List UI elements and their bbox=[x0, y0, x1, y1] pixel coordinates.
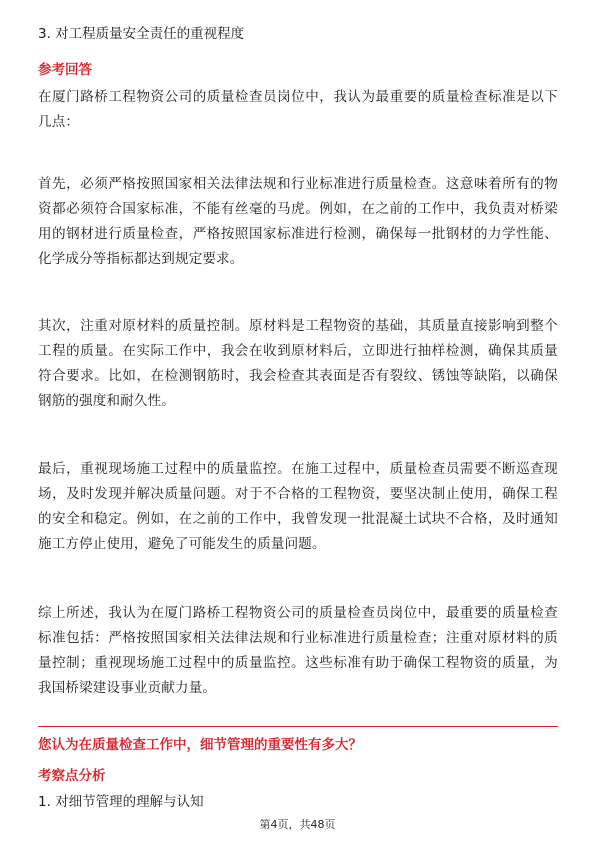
answer-paragraph-last: 最后，重视现场施工过程中的质量监控。在施工过程中，质量检查员需要不断巡查现场，及时发现并解决质量问题。对于不合格的工程物资，要坚决制止使用，确保工程的安全和稳定。例如，在之前的工作中，我曾发现一批混凝土试块不合格，及时通知施工方停止使用，避免了可能发生的质量问题。 bbox=[38, 461, 558, 552]
section-heading: 3. 对工程质量安全责任的重视程度 bbox=[38, 26, 245, 42]
next-question-title: 您认为在质量检查工作中，细节管理的重要性有多大？ bbox=[38, 737, 362, 753]
answer-paragraph-intro: 在厦门路桥工程物资公司的质量检查员岗位中，我认为最重要的质量检查标准是以下几点： bbox=[38, 89, 558, 130]
answer-paragraph-second: 其次，注重对原材料的质量控制。原材料是工程物资的基础，其质量直接影响到整个工程的质量。在实际工作中，我会在收到原材料后，立即进行抽样检测，确保其质量符合要求。比如，在检测钢筋时，我会检查其表面是否有裂纹、锈蚀等缺陷，以确保钢筋的强度和耐久性。 bbox=[38, 318, 558, 409]
analysis-label: 考察点分析 bbox=[38, 768, 106, 784]
section-divider bbox=[38, 726, 558, 727]
answer-paragraph-first: 首先，必须严格按照国家相关法律法规和行业标准进行质量检查。这意味着所有的物资都必须符合国家标准，不能有丝毫的马虎。例如，在之前的工作中，我负责对桥梁用的钢材进行质量检查，严格按照国家标准进行检测，确保每一批钢材的力学性能、化学成分等指标都达到规定要求。 bbox=[38, 176, 558, 267]
page-indicator: 第4页，共48页 bbox=[259, 818, 336, 831]
reference-answer-label: 参考回答 bbox=[38, 62, 92, 78]
analysis-point-heading: 1. 对细节管理的理解与认知 bbox=[38, 794, 204, 810]
answer-paragraph-summary: 综上所述，我认为在厦门路桥工程物资公司的质量检查员岗位中，最重要的质量检查标准包括：严格按照国家相关法律法规和行业标准进行质量检查；注重对原材料的质量控制；重视现场施工过程中的质量监控。这些标准有助于确保工程物资的质量，为我国桥梁建设事业贡献力量。 bbox=[38, 605, 558, 696]
